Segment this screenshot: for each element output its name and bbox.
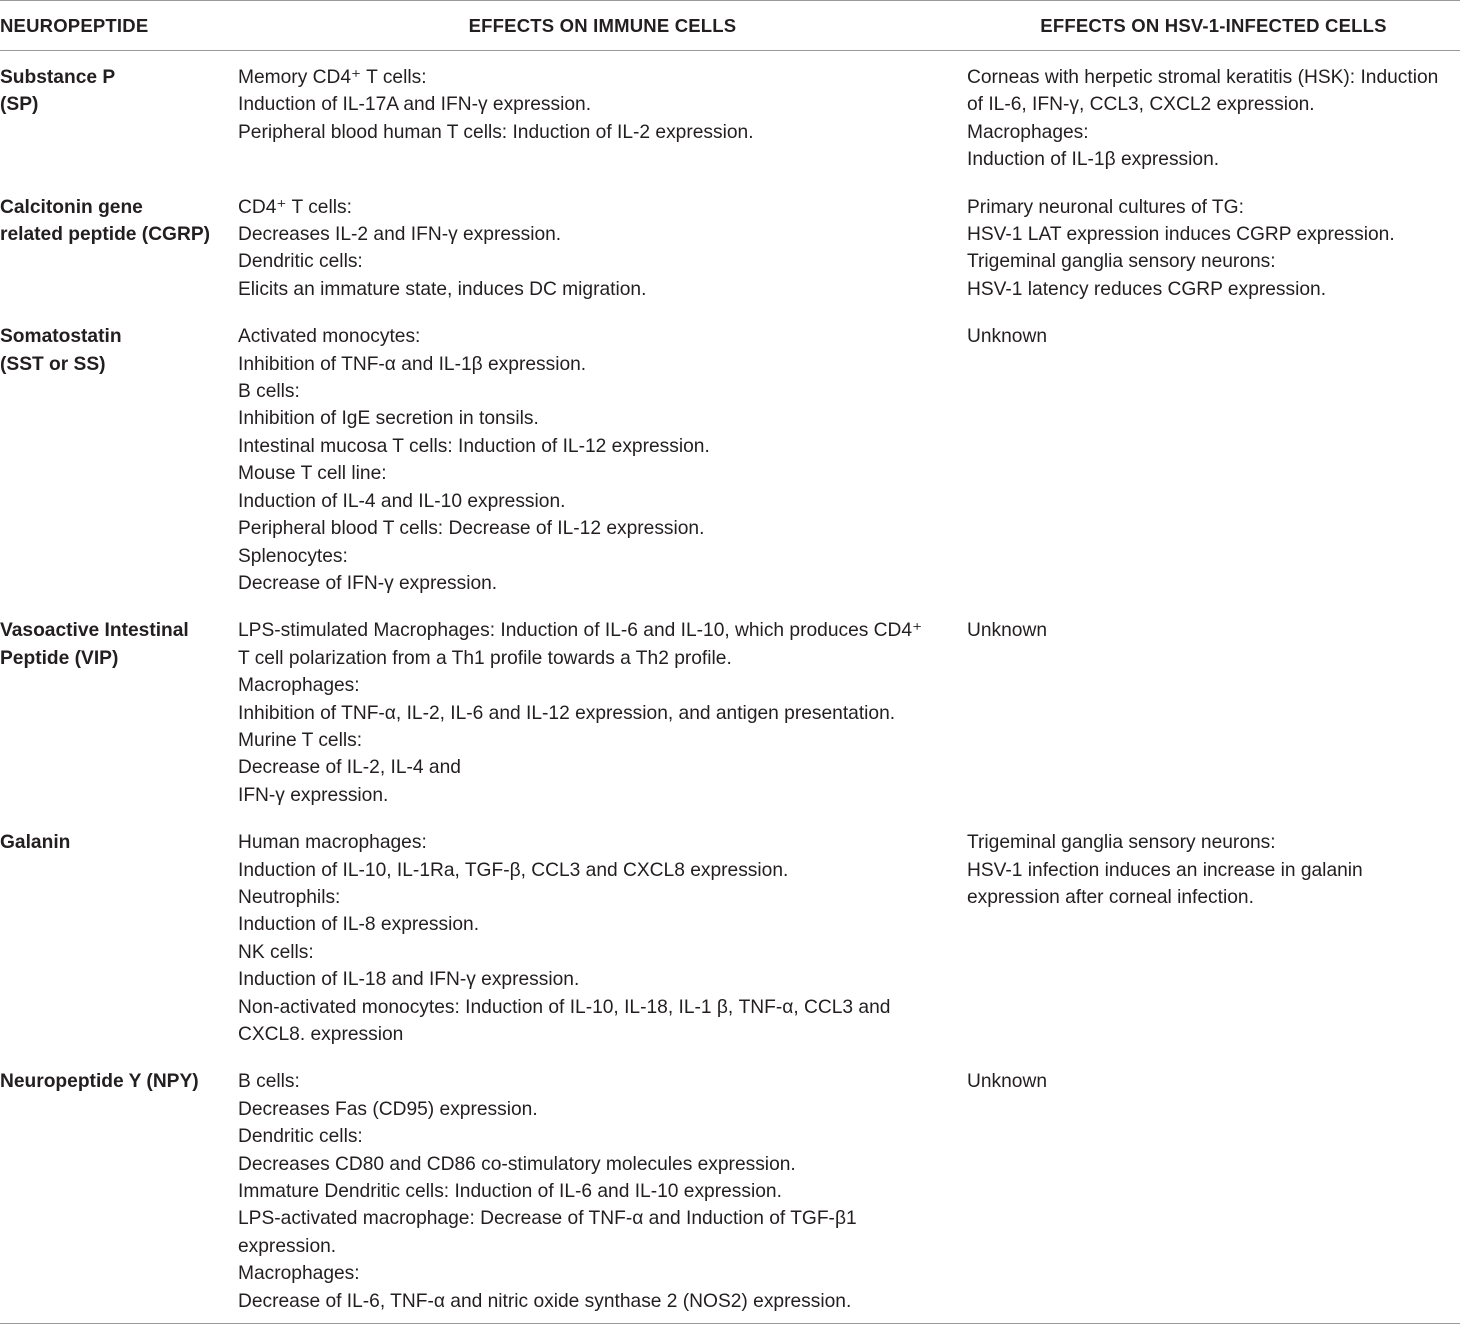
cell-text-line: Calcitonin gene (0, 196, 143, 218)
hsv-effects-cell (967, 182, 1460, 312)
table-row (0, 817, 1460, 1056)
cell-text-line: HSV-1 infection induces an increase in galanin (967, 859, 1363, 881)
cell-text-line: related peptide (CGRP) (0, 224, 211, 246)
cell-text-line: Murine T cells: (238, 729, 363, 751)
cell-text-line: Memory CD4⁺ T cells: (238, 67, 427, 88)
cell-text-line: HSV-1 LAT expression induces CGRP expression. (967, 224, 1395, 246)
cell-text-line: Trigeminal ganglia sensory neurons: (967, 251, 1276, 273)
cell-text-line: CXCL8. expression (238, 1024, 404, 1045)
immune-effects-cell (238, 817, 967, 1056)
header-hsv-effects: EFFECTS ON HSV-1-INFECTED CELLS (967, 1, 1460, 51)
header-neuropeptide: NEUROPEPTIDE (0, 1, 238, 51)
cell-text-line: Unknown (967, 326, 1047, 348)
immune-effects-cell (238, 605, 967, 817)
cell-text-line: Immature Dendritic cells: Induction of IL-6 and IL-10 expression. (238, 1181, 782, 1203)
cell-text-line: LPS-activated macrophage: Decrease of TNF-α and Induction of TGF-β1 (238, 1208, 857, 1230)
cell-text-line: Inhibition of IgE secretion in tonsils. (238, 408, 539, 430)
cell-text-line: (SST or SS) (0, 353, 106, 375)
table-row (0, 311, 1460, 605)
cell-text-line: Activated monocytes: (238, 326, 421, 348)
cell-text-line: Primary neuronal cultures of TG: (967, 196, 1244, 218)
cell-text-line: T cell polarization from a Th1 profile towards a Th2 profile. (238, 647, 732, 669)
cell-text-line: Unknown (967, 1071, 1047, 1093)
cell-text-line: Somatostatin (0, 326, 122, 348)
cell-text-line: Peptide (VIP) (0, 647, 119, 669)
table-row (0, 1056, 1460, 1323)
cell-text-line: LPS-stimulated Macrophages: Induction of IL-6 and IL-10, which produces CD4⁺ (238, 620, 923, 642)
immune-effects-cell (238, 311, 967, 605)
neuropeptide-name-cell (0, 182, 238, 312)
cell-text-line: Induction of IL-8 expression. (238, 914, 480, 936)
neuropeptide-name-cell (0, 311, 238, 605)
cell-text-line: B cells: (238, 1071, 300, 1093)
neuropeptide-name-cell (0, 51, 238, 182)
hsv-effects-cell (967, 51, 1460, 182)
immune-effects-cell (238, 182, 967, 312)
cell-text-line: Galanin (0, 832, 71, 854)
table-row (0, 605, 1460, 817)
cell-text-line: of IL-6, IFN-γ, CCL3, CXCL2 expression. (967, 94, 1315, 116)
cell-text-line: Neutrophils: (238, 886, 341, 908)
cell-text-line: HSV-1 latency reduces CGRP expression. (967, 278, 1327, 300)
neuropeptide-name-cell (0, 605, 238, 817)
table-header (0, 1, 1460, 51)
cell-text-line: (SP) (0, 94, 39, 116)
cell-text-line: Decrease of IFN-γ expression. (238, 572, 498, 594)
cell-text-line: Induction of IL-18 and IFN-γ expression. (238, 969, 580, 991)
hsv-effects-cell (967, 311, 1460, 605)
cell-text-line: Induction of IL-4 and IL-10 expression. (238, 490, 566, 512)
cell-text-line: Non-activated monocytes: Induction of IL-10, IL-18, IL-1 β, TNF-α, CCL3 and (238, 996, 891, 1018)
cell-text-line: IFN-γ expression. (238, 784, 389, 806)
cell-text-line: Dendritic cells: (238, 1126, 363, 1148)
cell-text-line: B cells: (238, 381, 300, 403)
cell-text-line: Inhibition of TNF-α and IL-1β expression. (238, 353, 587, 375)
neuropeptide-name-cell (0, 1056, 238, 1323)
cell-text-line: Peripheral blood T cells: Decrease of IL-12 expression. (238, 518, 705, 540)
cell-text-line: Splenocytes: (238, 545, 348, 567)
table-row (0, 51, 1460, 182)
cell-text-line: NK cells: (238, 941, 314, 963)
cell-text-line: Decrease of IL-6, TNF-α and nitric oxide synthase 2 (NOS2) expression. (238, 1290, 852, 1312)
hsv-effects-cell (967, 1056, 1460, 1323)
cell-text-line: Macrophages: (238, 675, 360, 697)
table-body (0, 51, 1460, 1324)
cell-text-line: Peripheral blood human T cells: Induction of IL-2 expression. (238, 121, 754, 143)
cell-text-line: Elicits an immature state, induces DC migration. (238, 278, 647, 300)
cell-text-line: Vasoactive Intestinal (0, 620, 189, 642)
immune-effects-cell (238, 1056, 967, 1323)
immune-effects-cell (238, 51, 967, 182)
neuropeptide-name-cell (0, 817, 238, 1056)
cell-text-line: Induction of IL-1β expression. (967, 149, 1220, 171)
cell-text-line: Decrease of IL-2, IL-4 and (238, 757, 461, 779)
hsv-effects-cell (967, 817, 1460, 1056)
cell-text-line: Trigeminal ganglia sensory neurons: (967, 832, 1276, 854)
cell-text-line: Substance P (0, 67, 116, 88)
cell-text-line: Macrophages: (238, 1263, 360, 1285)
hsv-effects-cell (967, 605, 1460, 817)
cell-text-line: Decreases IL-2 and IFN-γ expression. (238, 224, 562, 246)
cell-text-line: expression. (238, 1235, 337, 1257)
cell-text-line: expression after corneal infection. (967, 886, 1254, 908)
cell-text-line: Induction of IL-17A and IFN-γ expression. (238, 94, 592, 116)
cell-text-line: Human macrophages: (238, 832, 427, 854)
cell-text-line: Decreases CD80 and CD86 co-stimulatory molecules expression. (238, 1153, 796, 1175)
cell-text-line: Induction of IL-10, IL-1Ra, TGF-β, CCL3 and CXCL8 expression. (238, 859, 789, 881)
cell-text-line: Decreases Fas (CD95) expression. (238, 1098, 538, 1120)
cell-text-line: Neuropeptide Y (NPY) (0, 1071, 199, 1093)
cell-text-line: Corneas with herpetic stromal keratitis (HSK): Induction (967, 67, 1439, 88)
cell-text-line: Mouse T cell line: (238, 463, 387, 485)
cell-text-line: Unknown (967, 620, 1047, 642)
cell-text-line: CD4⁺ T cells: (238, 196, 352, 218)
table-row (0, 182, 1460, 312)
cell-text-line: Macrophages: (967, 121, 1089, 143)
cell-text-line: Intestinal mucosa T cells: Induction of IL-12 expression. (238, 435, 710, 457)
header-immune-effects: EFFECTS ON IMMUNE CELLS (238, 1, 967, 51)
cell-text-line: Dendritic cells: (238, 251, 363, 273)
cell-text-line: Inhibition of TNF-α, IL-2, IL-6 and IL-12 expression, and antigen presentation. (238, 702, 896, 724)
